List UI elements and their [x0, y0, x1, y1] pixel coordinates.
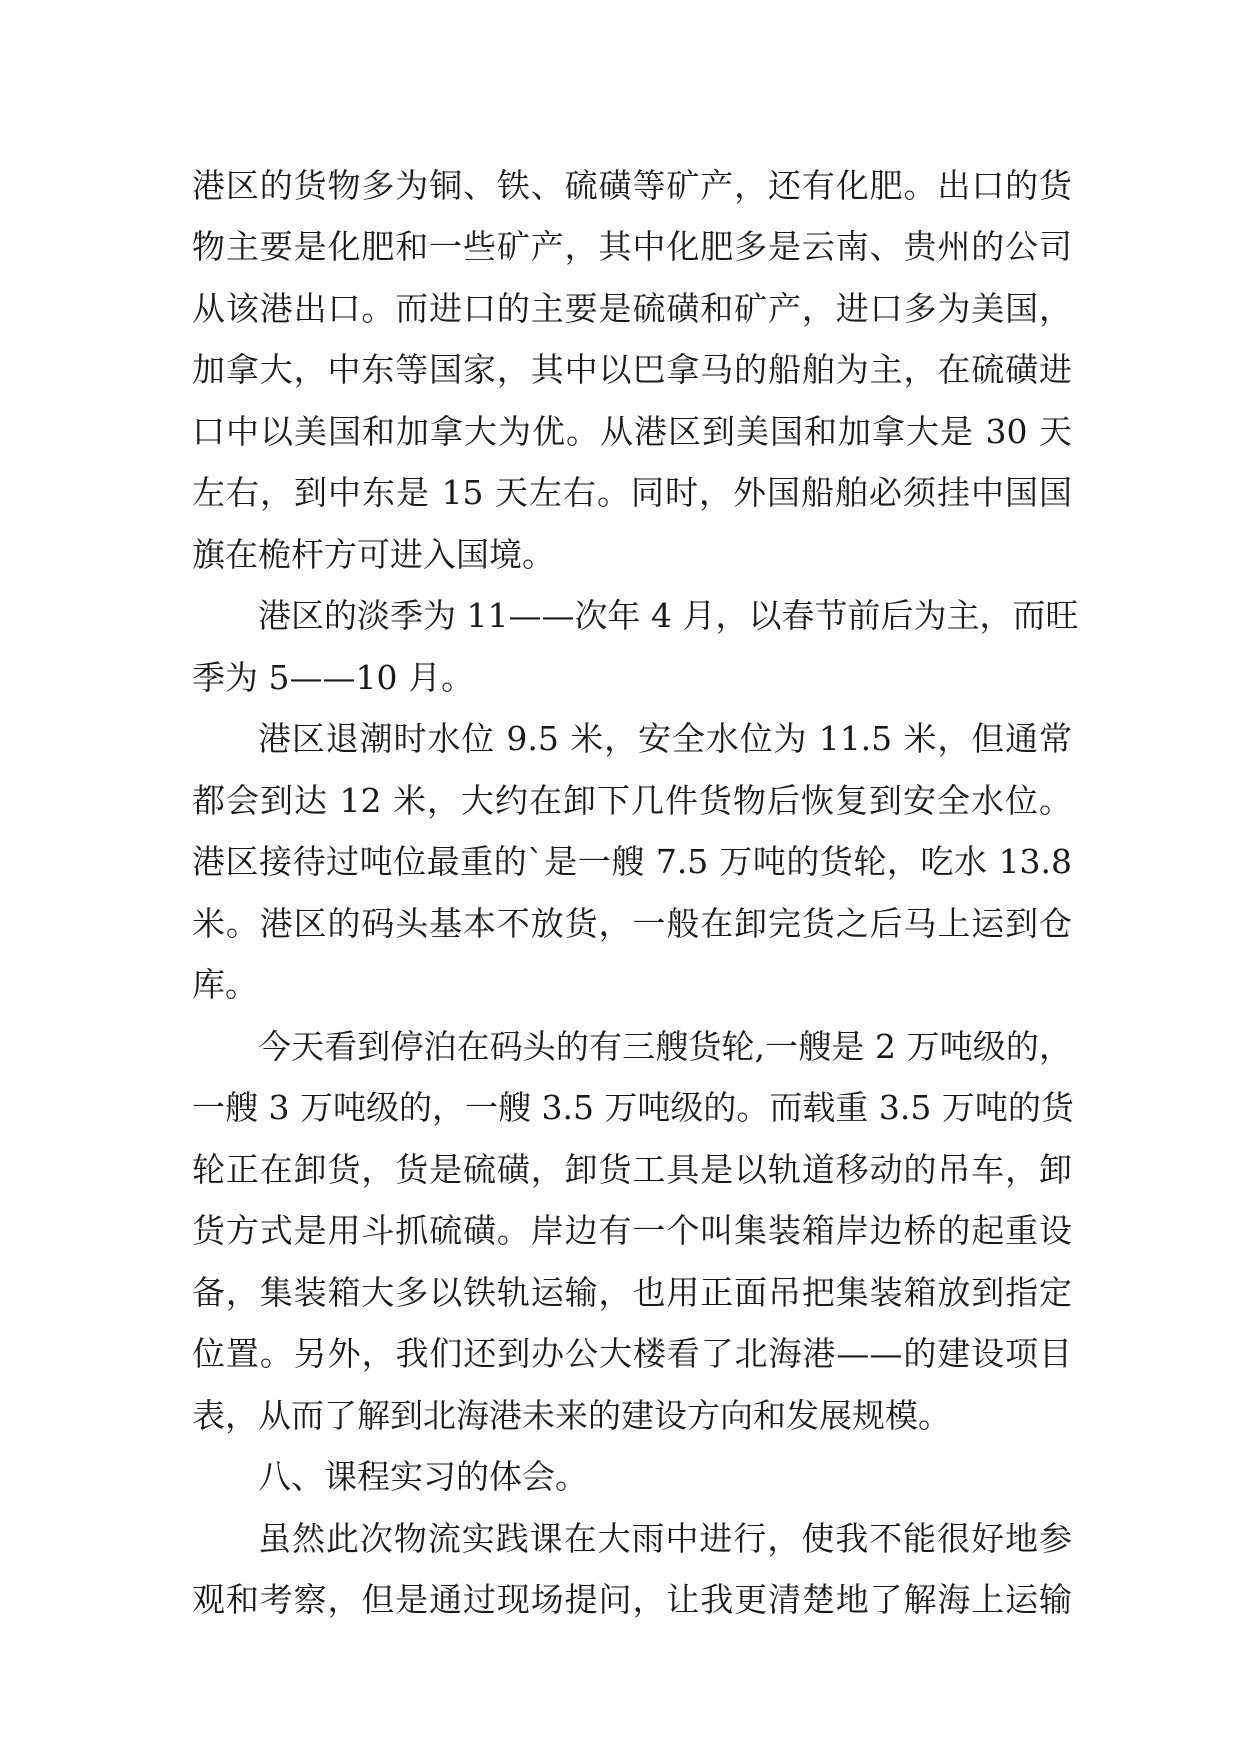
text-line: 港区的货物多为铜、铁、硫磺等矿产，还有化肥。出口的货	[192, 166, 1072, 205]
text-line: 从该港出口。而进口的主要是硫磺和矿产，进口多为美国，	[192, 289, 1072, 328]
text-line: 都会到达 12 米，大约在卸下几件货物后恢复到安全水位。	[192, 781, 1072, 820]
text-line: 货方式是用斗抓硫磺。岸边有一个叫集装箱岸边桥的起重设	[192, 1211, 1072, 1250]
text-line: 备，集装箱大多以铁轨运输，也用正面吊把集装箱放到指定	[192, 1273, 1072, 1312]
text-line: 左右，到中东是 15 天左右。同时，外国船舶必须挂中国国	[192, 473, 1072, 512]
text-line: 今天看到停泊在码头的有三艘货轮,一艘是 2 万吨级的，	[258, 1027, 1072, 1066]
text-line: 米。港区的码头基本不放货，一般在卸完货之后马上运到仓	[192, 904, 1072, 943]
text-line: 季为 5——10 月。	[192, 658, 474, 697]
text-line: 港区退潮时水位 9.5 米，安全水位为 11.5 米，但通常	[258, 719, 1072, 758]
text-line: 旗在桅杆方可进入国境。	[192, 535, 555, 574]
text-line: 观和考察，但是通过现场提问，让我更清楚地了解海上运输	[192, 1580, 1072, 1619]
text-line: 位置。另外，我们还到办公大楼看了北海港——的建设项目	[192, 1334, 1072, 1373]
text-line: 表，从而了解到北海港未来的建设方向和发展规模。	[192, 1396, 951, 1435]
text-line: 港区接待过吨位最重的`是一艘 7.5 万吨的货轮，吃水 13.8	[192, 842, 1072, 881]
text-line: 港区的淡季为 11——次年 4 月，以春节前后为主，而旺	[258, 596, 1079, 635]
text-line: 库。	[192, 965, 258, 1004]
text-line: 轮正在卸货，货是硫磺，卸货工具是以轨道移动的吊车，卸	[192, 1150, 1072, 1189]
section-heading: 八、课程实习的体会。	[258, 1457, 588, 1496]
text-line: 物主要是化肥和一些矿产，其中化肥多是云南、贵州的公司	[192, 227, 1072, 266]
text-line: 虽然此次物流实践课在大雨中进行，使我不能很好地参	[258, 1519, 1072, 1558]
text-line: 口中以美国和加拿大为优。从港区到美国和加拿大是 30 天	[192, 412, 1072, 451]
text-line: 一艘 3 万吨级的，一艘 3.5 万吨级的。而载重 3.5 万吨的货	[192, 1088, 1074, 1127]
text-line: 加拿大，中东等国家，其中以巴拿马的船舶为主，在硫磺进	[192, 350, 1072, 389]
